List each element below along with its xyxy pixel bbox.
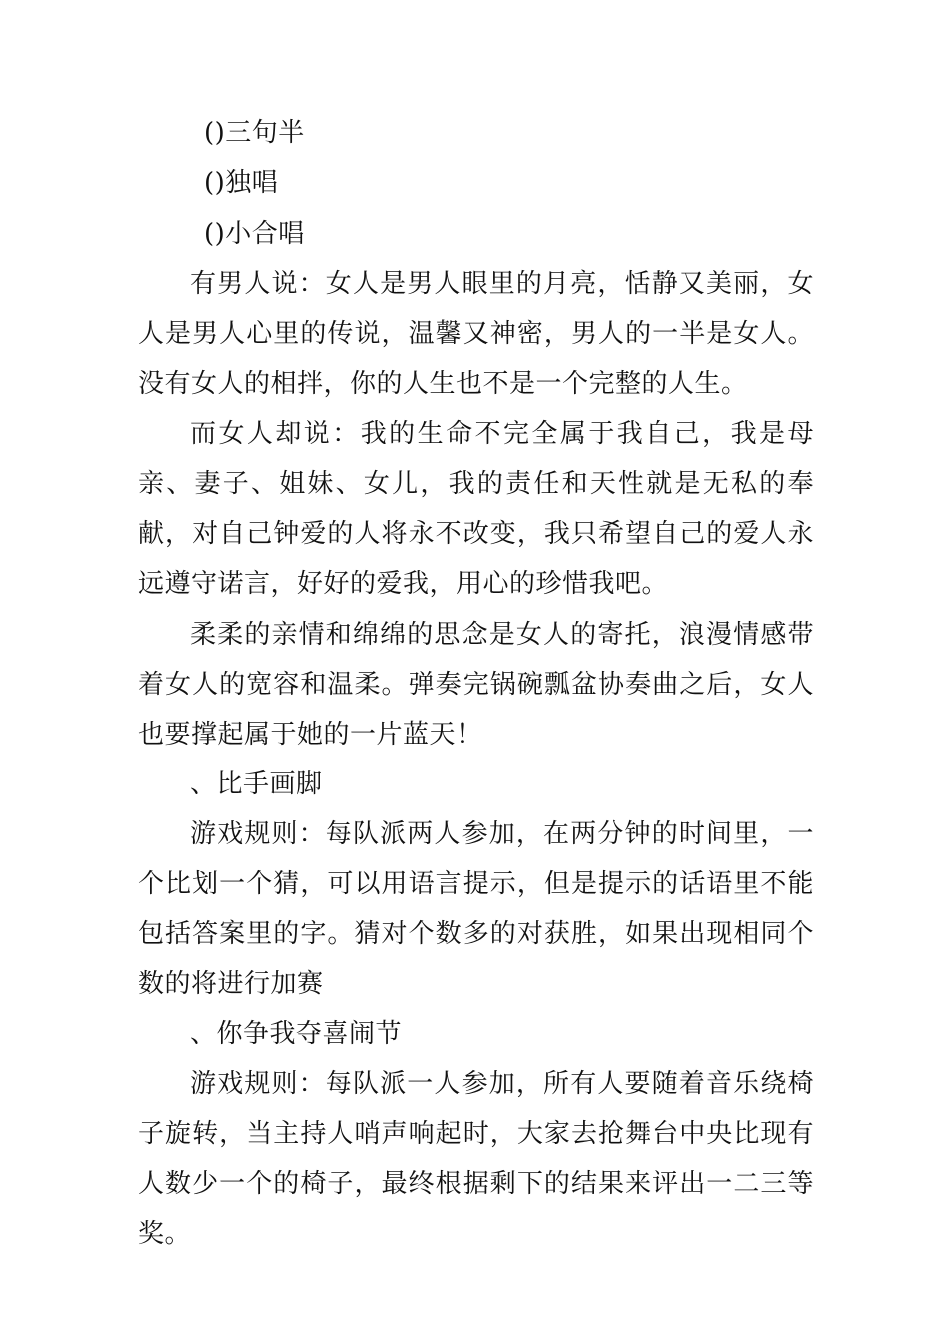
option-small-chorus: ()小合唱 [204,219,305,249]
game-title-charades: 、比手画脚 [190,769,323,799]
paragraph-women-sky: 柔柔的亲情和绵绵的思念是女人的寄托，浪漫情感带着女人的宽容和温柔。弹奏完锅碗瓢盆协奏曲之后，女人也要撑起属于她的一片蓝天！ [138,620,814,750]
option-solo: ()独唱 [204,168,279,198]
paragraph-women-say: 而女人却说：我的生命不完全属于我自己，我是母亲、妻子、姐妹、女儿，我的责任和天性就是无私的奉献，对自己钟爱的人将永不改变，我只希望自己的爱人永远遵守诺言，好好的爱我，用心的珍惜我吧。 [138,419,814,599]
paragraph-men-say: 有男人说：女人是男人眼里的月亮，恬静又美丽，女人是男人心里的传说，温馨又神密，男人的一半是女人。没有女人的相拌，你的人生也不是一个完整的人生。 [138,269,814,399]
game-title-musical-chairs: 、你争我夺喜闹节 [190,1019,403,1049]
option-sanjuban: ()三句半 [204,118,305,148]
game-rules-charades: 游戏规则：每队派两人参加，在两分钟的时间里，一个比划一个猜，可以用语言提示，但是提示的话语里不能包括答案里的字。猜对个数多的对获胜，如果出现相同个数的将进行加赛 [138,819,814,999]
game-rules-musical-chairs: 游戏规则：每队派一人参加，所有人要随着音乐绕椅子旋转，当主持人哨声响起时，大家去抢舞台中央比现有人数少一个的椅子，最终根据剩下的结果来评出一二三等奖。 [138,1069,814,1249]
